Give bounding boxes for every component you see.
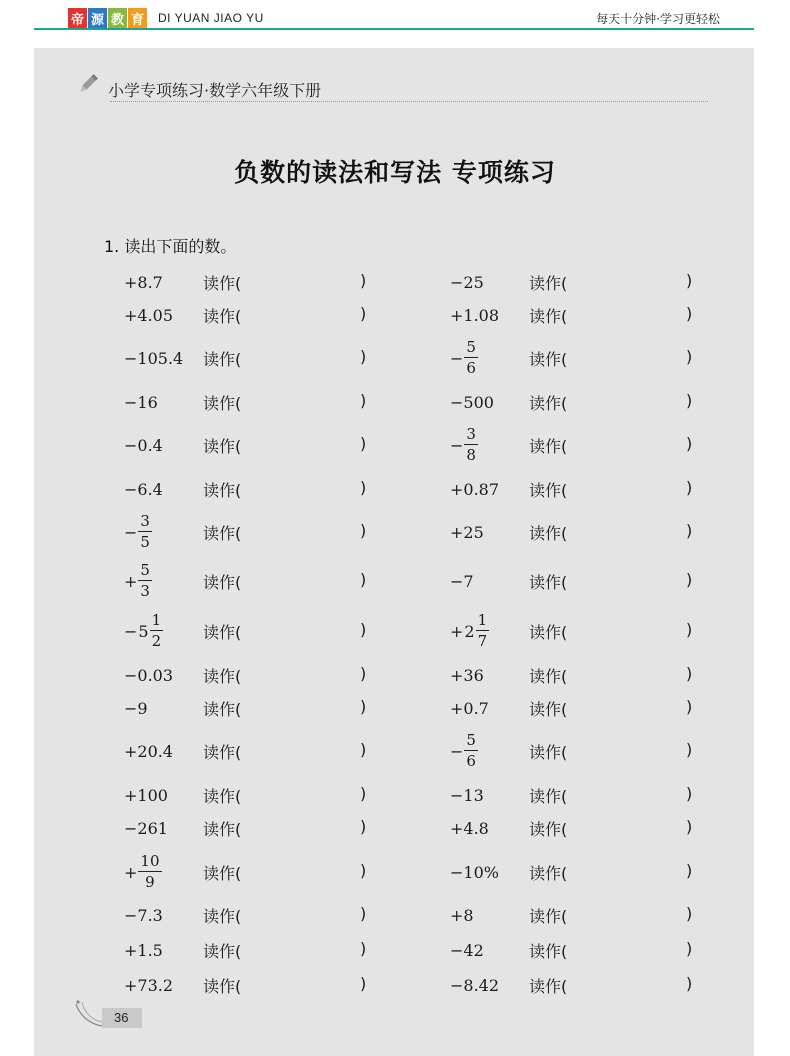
pencil-icon [76, 72, 100, 96]
answer-close-paren: ) [686, 434, 693, 453]
page-title: 负数的读法和写法 专项练习 [234, 158, 556, 187]
mixed-whole: 5 [138, 621, 149, 641]
number-value: −261 [124, 818, 168, 838]
read-as-label: 读作( [529, 274, 568, 293]
number-value: −9 [124, 698, 148, 718]
header-rule [34, 28, 754, 30]
number-sign: − [124, 621, 138, 641]
fraction-denominator: 3 [140, 582, 150, 600]
read-as-label: 读作( [529, 977, 568, 996]
answer-close-paren: ) [360, 740, 367, 759]
read-as-label: 读作( [529, 820, 568, 839]
number-value: −13 [450, 785, 484, 805]
number-value [124, 563, 152, 599]
logo-char: 帝 [68, 8, 87, 28]
number-value [450, 427, 478, 463]
read-as-label: 读作( [529, 667, 568, 686]
number-value: +1.5 [124, 940, 163, 960]
fraction-denominator: 8 [466, 446, 476, 464]
logo-char: 教 [108, 8, 127, 28]
answer-close-paren: ) [686, 620, 693, 639]
number-value: +1.08 [450, 305, 500, 325]
number-value: +0.87 [450, 479, 500, 499]
read-as-label: 读作( [203, 274, 242, 293]
answer-close-paren: ) [686, 521, 693, 540]
read-as-label: 读作( [529, 907, 568, 926]
fraction [150, 613, 164, 649]
number-sign: − [124, 522, 138, 542]
answer-close-paren: ) [360, 347, 367, 366]
number-value: −8.42 [450, 975, 500, 995]
read-as-label: 读作( [203, 864, 242, 883]
number-value: −0.4 [124, 435, 163, 455]
read-as-label: 读作( [203, 307, 242, 326]
read-as-label: 读作( [529, 864, 568, 883]
read-as-label: 读作( [529, 394, 568, 413]
read-as-label: 读作( [529, 307, 568, 326]
read-as-label: 读作( [203, 700, 242, 719]
answer-close-paren: ) [686, 478, 693, 497]
read-as-label: 读作( [529, 700, 568, 719]
read-as-label: 读作( [203, 820, 242, 839]
read-as-label: 读作( [203, 623, 242, 642]
book-series-line: 小学专项练习·数学六年级下册 [108, 81, 322, 100]
read-as-label: 读作( [203, 481, 242, 500]
number-value: +36 [450, 665, 484, 685]
fraction-numerator: 3 [140, 512, 150, 530]
read-as-label: 读作( [203, 437, 242, 456]
page-header [0, 0, 790, 32]
read-as-label: 读作( [529, 437, 568, 456]
read-as-label: 读作( [203, 787, 242, 806]
number-value: +8.7 [124, 272, 163, 292]
read-as-label: 读作( [203, 977, 242, 996]
number-value: +8 [450, 905, 474, 925]
answer-close-paren: ) [686, 939, 693, 958]
logo-char: 育 [128, 8, 147, 28]
answer-close-paren: ) [686, 784, 693, 803]
answer-close-paren: ) [686, 570, 693, 589]
number-value: +4.8 [450, 818, 489, 838]
dotted-rule [110, 101, 708, 102]
fraction [138, 563, 152, 599]
fraction-denominator: 7 [477, 632, 488, 650]
read-as-label: 读作( [203, 394, 242, 413]
question-heading: 1. 读出下面的数。 [104, 237, 237, 256]
answer-close-paren: ) [686, 861, 693, 880]
read-as-label: 读作( [203, 942, 242, 961]
fraction [138, 514, 152, 550]
number-sign: + [124, 862, 138, 882]
answer-close-paren: ) [686, 664, 693, 683]
read-as-label: 读作( [203, 350, 242, 369]
answer-close-paren: ) [360, 521, 367, 540]
fraction [476, 613, 490, 649]
number-value: +25 [450, 522, 484, 542]
number-value: −25 [450, 272, 484, 292]
fraction-denominator: 6 [466, 752, 476, 770]
read-as-label: 读作( [203, 524, 242, 543]
number-value [450, 613, 489, 649]
answer-close-paren: ) [686, 347, 693, 366]
read-as-label: 读作( [529, 481, 568, 500]
answer-close-paren: ) [686, 740, 693, 759]
footer-swirl-icon [70, 996, 104, 1030]
fraction [464, 340, 478, 376]
number-value [124, 613, 163, 649]
fraction-numerator: 5 [140, 561, 150, 579]
fraction-numerator: 1 [477, 611, 488, 629]
read-as-label: 读作( [203, 743, 242, 762]
answer-close-paren: ) [686, 904, 693, 923]
fraction [464, 733, 478, 769]
number-sign: + [124, 571, 138, 591]
fraction-numerator: 5 [466, 338, 476, 356]
read-as-label: 读作( [529, 350, 568, 369]
answer-close-paren: ) [360, 817, 367, 836]
number-sign: + [450, 621, 464, 641]
number-value [124, 854, 162, 890]
number-value: −500 [450, 392, 494, 412]
slogan: 每天十分钟·学习更轻松 [596, 12, 720, 26]
read-as-label: 读作( [529, 942, 568, 961]
number-value: −10% [450, 862, 499, 882]
number-value: −7.3 [124, 905, 163, 925]
answer-close-paren: ) [360, 939, 367, 958]
answer-close-paren: ) [686, 304, 693, 323]
fraction [464, 427, 478, 463]
answer-close-paren: ) [686, 271, 693, 290]
brand-logo [68, 8, 148, 28]
number-value: −16 [124, 392, 158, 412]
fraction [138, 854, 161, 890]
read-as-label: 读作( [529, 623, 568, 642]
number-sign: − [450, 435, 464, 455]
number-value: +100 [124, 785, 168, 805]
number-value: −7 [450, 571, 474, 591]
answer-close-paren: ) [360, 620, 367, 639]
read-as-label: 读作( [203, 573, 242, 592]
number-value: −6.4 [124, 479, 163, 499]
fraction-numerator: 5 [466, 731, 476, 749]
read-as-label: 读作( [529, 743, 568, 762]
read-as-label: 读作( [203, 907, 242, 926]
answer-close-paren: ) [360, 434, 367, 453]
answer-close-paren: ) [686, 697, 693, 716]
fraction-denominator: 5 [140, 533, 150, 551]
answer-close-paren: ) [360, 271, 367, 290]
number-value [450, 340, 478, 376]
mixed-whole: 2 [464, 621, 475, 641]
answer-close-paren: ) [360, 304, 367, 323]
number-value: −42 [450, 940, 484, 960]
number-value: +4.05 [124, 305, 174, 325]
number-sign: − [450, 741, 464, 761]
answer-close-paren: ) [360, 861, 367, 880]
brand-pinyin: DI YUAN JIAO YU [158, 11, 264, 25]
logo-char: 源 [88, 8, 107, 28]
fraction-numerator: 10 [140, 852, 160, 870]
number-value: +20.4 [124, 741, 174, 761]
answer-close-paren: ) [360, 664, 367, 683]
answer-close-paren: ) [686, 974, 693, 993]
number-value [124, 514, 152, 550]
answer-close-paren: ) [360, 974, 367, 993]
fraction-numerator: 1 [151, 611, 162, 629]
read-as-label: 读作( [203, 667, 242, 686]
answer-close-paren: ) [360, 784, 367, 803]
read-as-label: 读作( [529, 573, 568, 592]
answer-close-paren: ) [686, 817, 693, 836]
answer-close-paren: ) [360, 697, 367, 716]
answer-close-paren: ) [360, 391, 367, 410]
fraction-denominator: 6 [466, 359, 476, 377]
number-value: −105.4 [124, 348, 184, 368]
number-value: −0.03 [124, 665, 174, 685]
read-as-label: 读作( [529, 524, 568, 543]
number-value: +0.7 [450, 698, 489, 718]
number-value: +73.2 [124, 975, 174, 995]
number-sign: − [450, 348, 464, 368]
number-value [450, 733, 478, 769]
fraction-denominator: 2 [151, 632, 162, 650]
answer-close-paren: ) [360, 904, 367, 923]
fraction-numerator: 3 [466, 425, 476, 443]
fraction-denominator: 9 [145, 873, 155, 891]
page-number: 36 [114, 1010, 129, 1025]
read-as-label: 读作( [529, 787, 568, 806]
answer-close-paren: ) [360, 570, 367, 589]
answer-close-paren: ) [360, 478, 367, 497]
answer-close-paren: ) [686, 391, 693, 410]
